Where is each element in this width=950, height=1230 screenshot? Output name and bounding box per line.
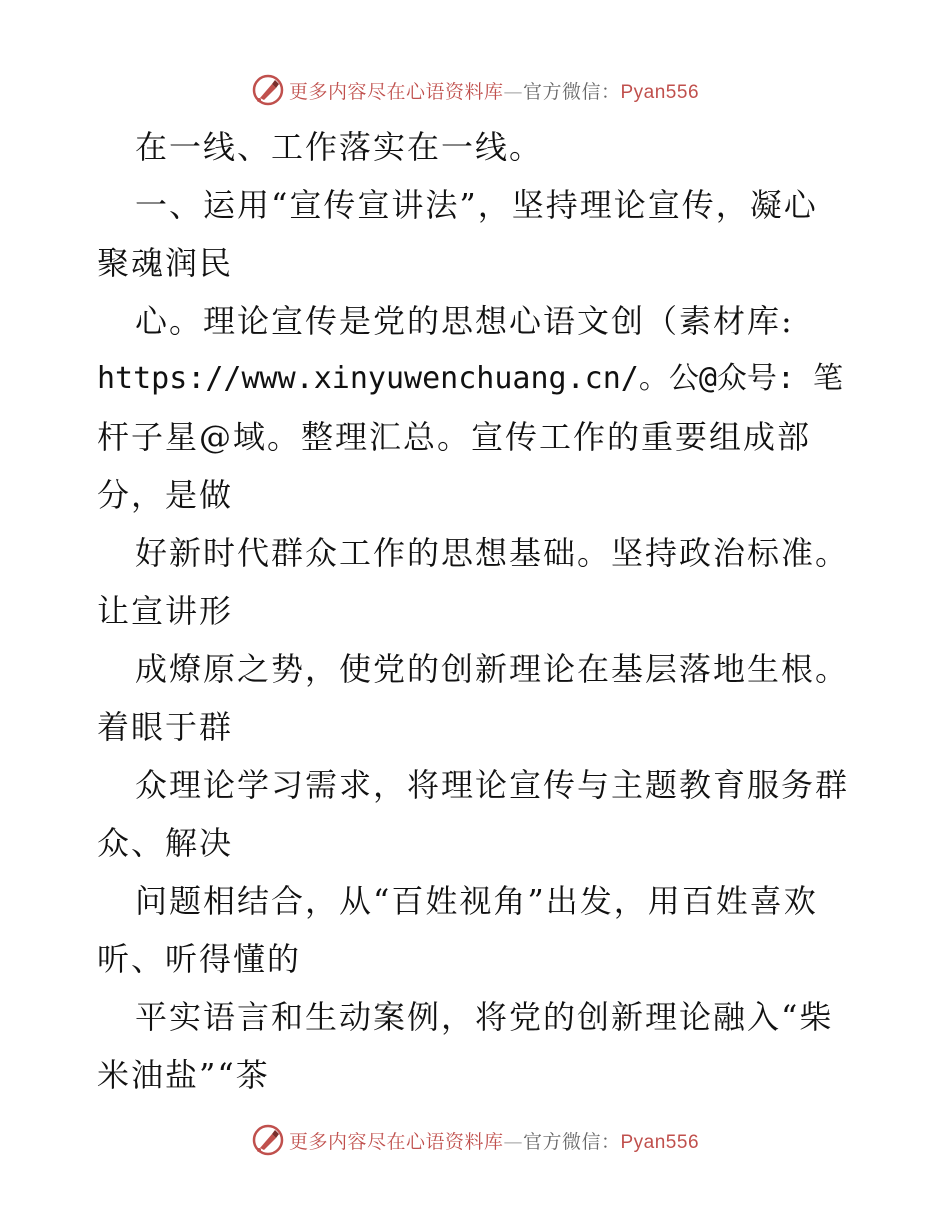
- body-line: 听、听得懂的: [97, 940, 302, 978]
- document-body: [97, 118, 857, 1104]
- header-banner-inner: [251, 73, 699, 107]
- body-line-url: https://www.xinyuwenchuang.cn/。公@众号: 笔: [97, 361, 844, 396]
- body-line: 众理论学习需求，将理论宣传与主题教育服务群: [135, 766, 850, 804]
- body-line: 心。理论宣传是党的思想心语文创（素材库:: [135, 302, 794, 340]
- pen-nib-logo-icon: [251, 1123, 285, 1157]
- body-line: 让宣讲形: [97, 592, 234, 630]
- footer-promo-red: 更多内容尽在心语资料库: [288, 1130, 504, 1153]
- header-banner: [0, 70, 950, 110]
- body-line: 平实语言和生动案例，将党的创新理论融入“柴: [135, 998, 834, 1036]
- body-line: 分，是做: [97, 476, 234, 514]
- header-promo-red: 更多内容尽在心语资料库: [288, 80, 504, 103]
- body-line: 聚魂润民: [97, 244, 234, 282]
- header-wechat-id: Pyan556: [620, 81, 700, 103]
- body-line: 在一线、工作落实在一线。: [135, 128, 544, 166]
- body-line: 一、运用“宣传宣讲法”，坚持理论宣传，凝心: [135, 186, 818, 224]
- footer-promo-text: [289, 1127, 699, 1154]
- footer-banner: [0, 1120, 950, 1160]
- footer-promo-gray: 官方微信：: [522, 1130, 621, 1153]
- pen-nib-logo-icon: [251, 73, 285, 107]
- body-line: 众、解决: [97, 824, 234, 862]
- body-line: 问题相结合，从“百姓视角”出发，用百姓喜欢: [135, 882, 818, 920]
- body-line: 米油盐”“茶: [97, 1056, 270, 1094]
- footer-dash: —: [503, 1130, 523, 1153]
- footer-wechat-id: Pyan556: [620, 1131, 700, 1153]
- header-promo-text: [289, 77, 699, 104]
- footer-banner-inner: [251, 1123, 699, 1157]
- header-promo-gray: 官方微信：: [522, 80, 621, 103]
- body-line: 成燎原之势，使党的创新理论在基层落地生根。: [135, 650, 850, 688]
- body-line: 着眼于群: [97, 708, 234, 746]
- body-line: 杆子星@域。整理汇总。宣传工作的重要组成部: [97, 418, 812, 456]
- header-dash: —: [503, 80, 523, 103]
- body-line: 好新时代群众工作的思想基础。坚持政治标准。: [135, 534, 850, 572]
